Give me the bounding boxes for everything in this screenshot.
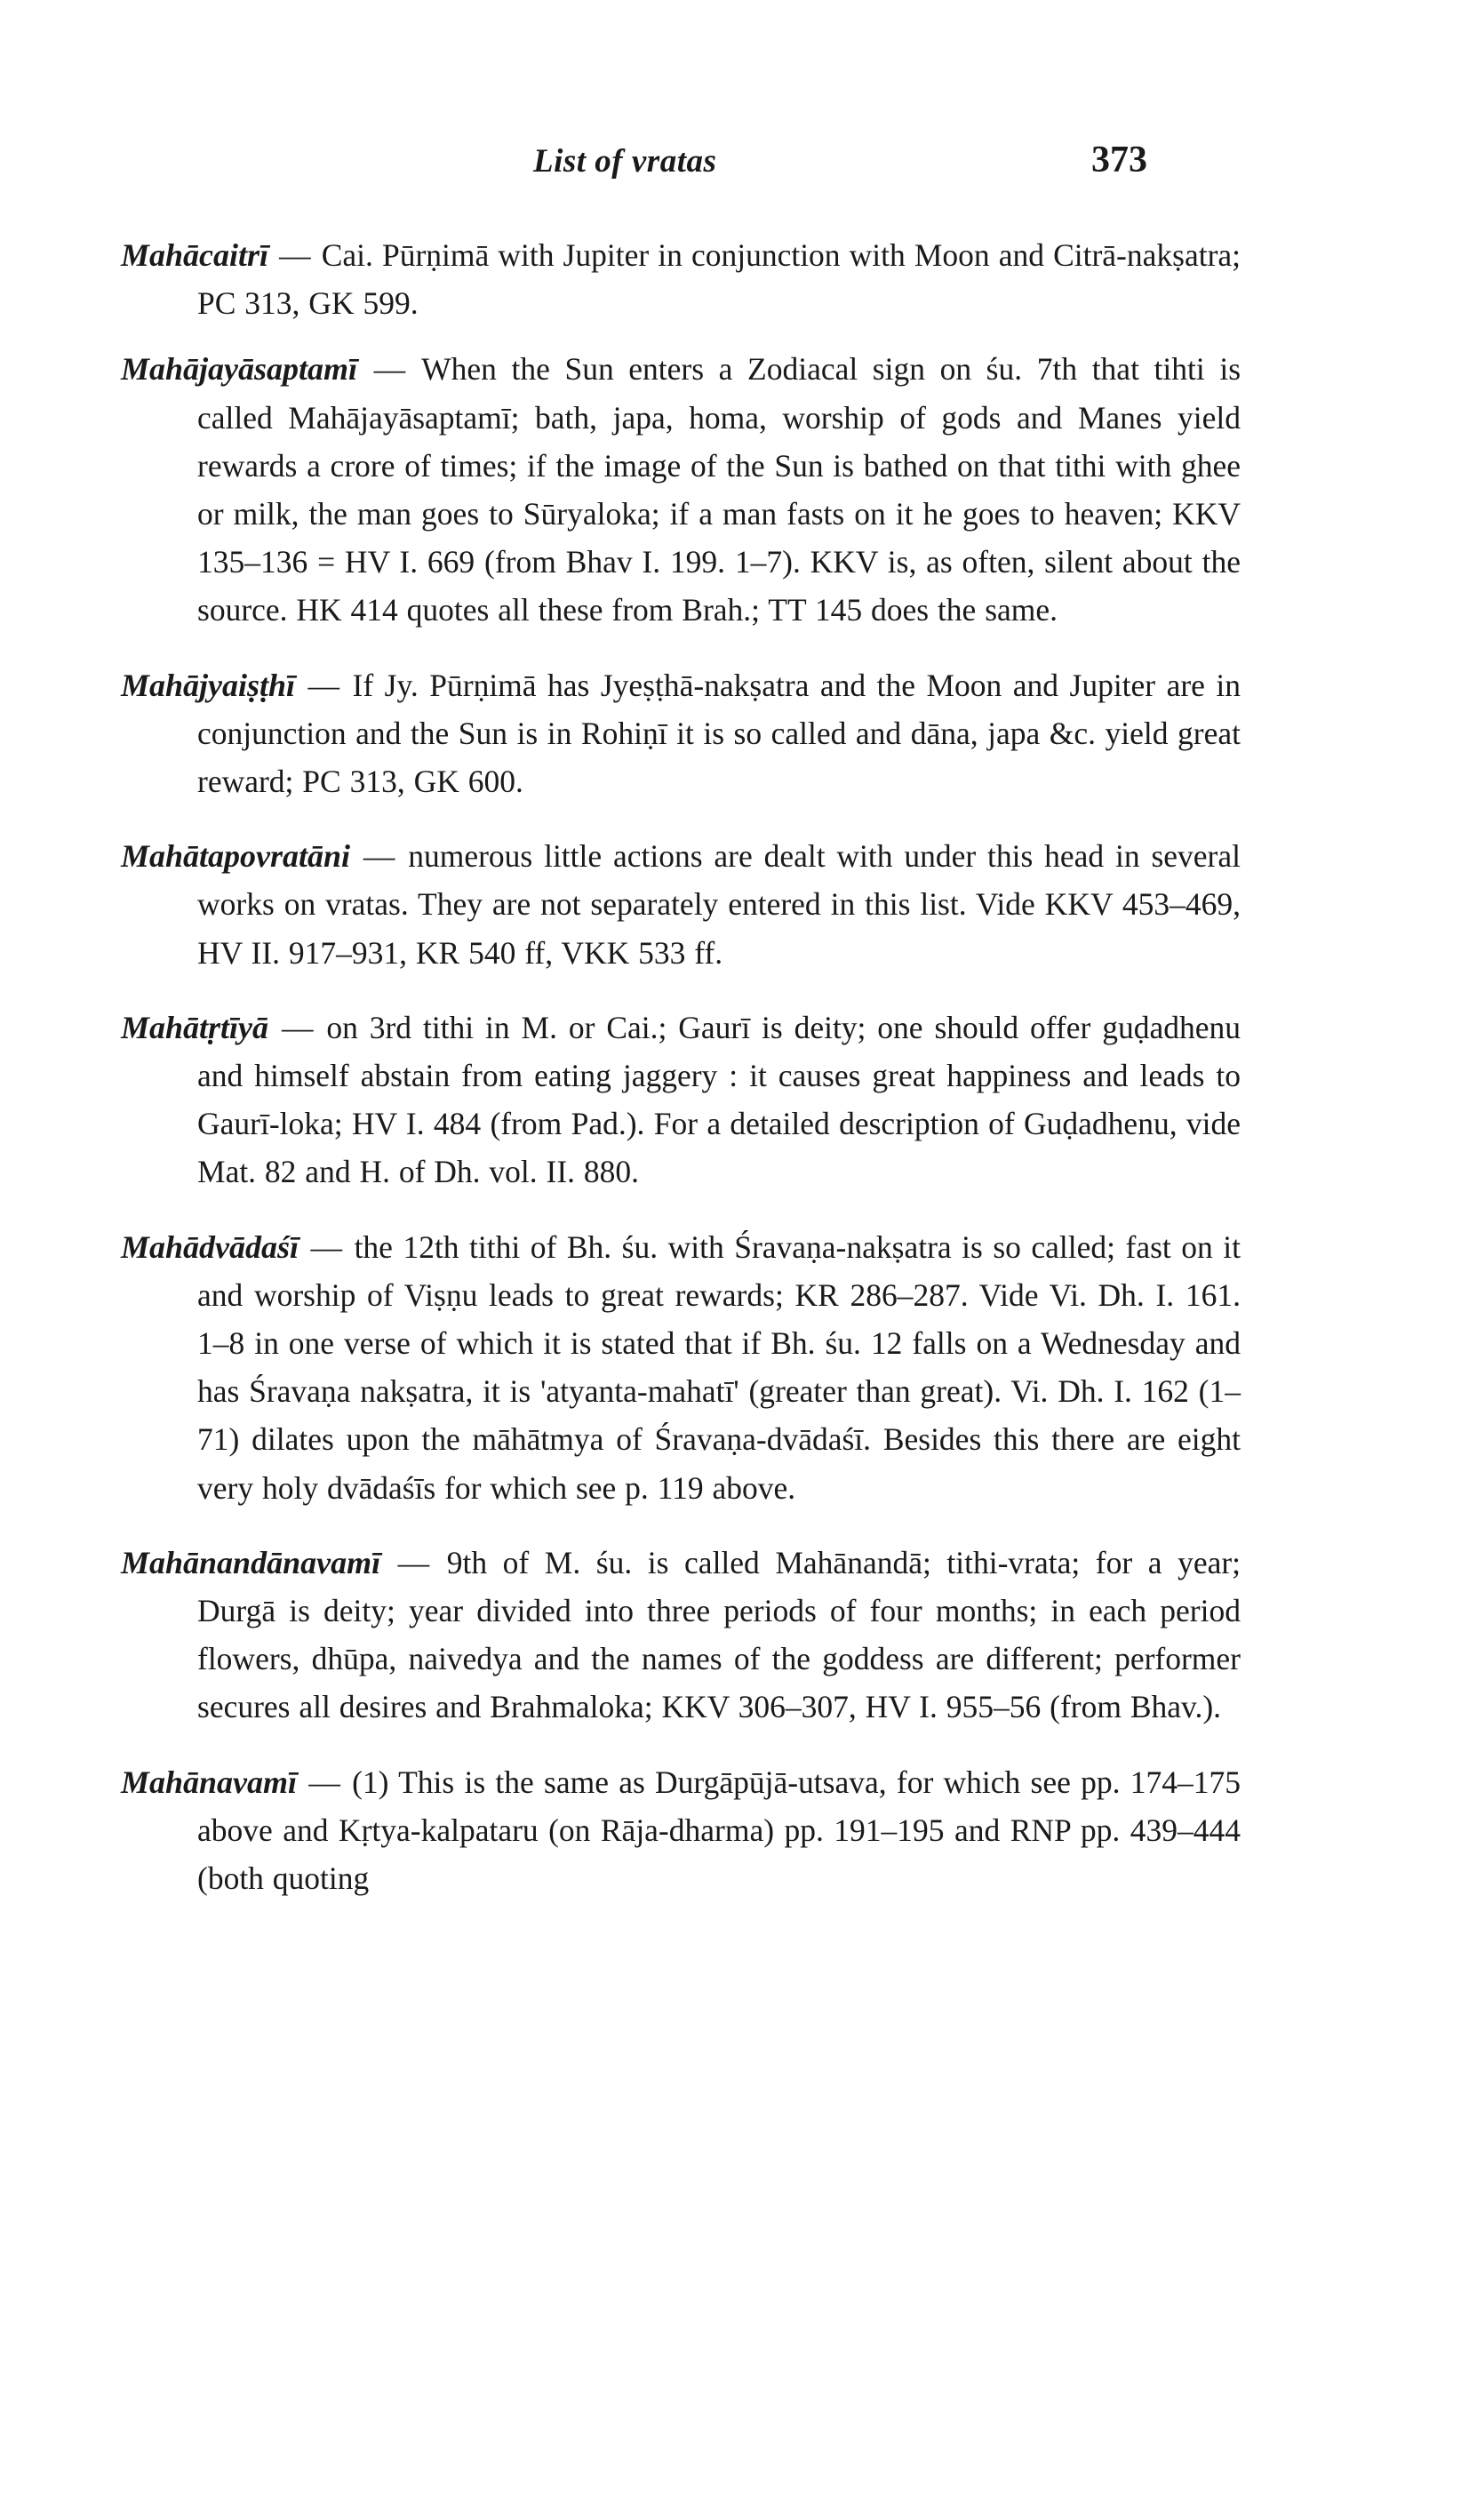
entry-text: on 3rd tithi in M. or Cai.; Gaurī is deity; one should offer guḍadhenu and himself abstain from eating jaggery : it causes great happiness and leads to Gaurī-loka; HV I. 484 (from Pad.). For a detailed description of Guḍadhenu, vide Mat. 82 and H. of Dh. vol. II. 880. xyxy=(197,1009,1241,1190)
entry-mahajayasaptami xyxy=(121,345,1241,634)
entry-mahanavami xyxy=(121,1758,1241,1903)
entry-mahadvadasi xyxy=(121,1223,1241,1512)
entry-headword: Mahātṛtīyā xyxy=(121,1009,269,1045)
em-dash: — xyxy=(373,351,406,388)
entry-headword: Mahājayāsaptamī xyxy=(121,351,358,388)
entry-text: If Jy. Pūrṇimā has Jyeṣṭhā-nakṣatra and the Moon and Jupiter are in conjunction and the Sun is in Rohiṇī it is so called and dāna, japa &c. yield great reward; PC 313, GK 600. xyxy=(197,667,1241,800)
entry-mahacaitri xyxy=(121,231,1241,327)
entry-mahanandanavami xyxy=(121,1539,1241,1732)
entry-text: numerous little actions are dealt with under this head in several works on vratas. They are not separately entered in this list. Vide KKV 453–469, HV II. 917–931, KR 540 ff, VKK 533 ff. xyxy=(197,838,1241,971)
em-dash: — xyxy=(281,1009,314,1045)
entry-headword: Mahādvādaśī xyxy=(121,1228,299,1265)
entry-headword: Mahājyaiṣṭhī xyxy=(121,667,296,703)
entry-mahatapovratani xyxy=(121,832,1241,977)
em-dash: — xyxy=(363,838,395,875)
entry-list xyxy=(121,231,1241,1902)
entry-text: (1) This is the same as Durgāpūjā-utsava, for which see pp. 174–175 above and Kṛtya-kalpataru (on Rāja-dharma) pp. 191–195 and RNP pp. 439–444 (both quoting xyxy=(197,1764,1241,1897)
entry-text: 9th of M. śu. is called Mahānandā; tithi-vrata; for a year; Durgā is deity; year divided into three periods of four months; in each period flowers, dhūpa, naivedya and the names of the goddess are different; performer secures all desires and Brahmaloka; KKV 306–307, HV I. 955–56 (from Bhav.). xyxy=(197,1544,1241,1725)
entry-headword: Mahācaitrī xyxy=(121,237,269,273)
entry-mahatrtiya xyxy=(121,1004,1241,1196)
entry-text: the 12th tithi of Bh. śu. with Śravaṇa-nakṣatra is so called; fast on it and worship of Viṣṇu leads to great rewards; KR 286–287. Vide Vi. Dh. I. 161. 1–8 in one verse of which it is stated that if Bh. śu. 12 falls on a Wednesday and has Śravaṇa nakṣatra, it is 'atyanta-mahatī' (greater than great). Vi. Dh. I. 162 (1–71) dilates upon the māhātmya of Śravaṇa-dvādaśī. Besides this there are eight very holy dvādaśīs for which see p. 119 above. xyxy=(197,1228,1241,1506)
entry-text: Cai. Pūrṇimā with Jupiter in conjunction with Moon and Citrā-nakṣatra; PC 313, GK 599. xyxy=(197,237,1241,322)
entry-headword: Mahānavamī xyxy=(121,1764,298,1800)
running-head xyxy=(0,142,1469,196)
em-dash: — xyxy=(307,667,340,703)
em-dash: — xyxy=(397,1544,430,1580)
em-dash: — xyxy=(279,237,311,273)
entry-headword: Mahānandānavamī xyxy=(121,1544,381,1580)
em-dash: — xyxy=(310,1228,343,1265)
page-number: 373 xyxy=(1091,140,1147,180)
running-title: List of vratas xyxy=(533,143,717,180)
em-dash: — xyxy=(308,1764,340,1800)
entry-text: When the Sun enters a Zodiacal sign on śu. 7th that tihti is called Mahājayāsaptamī; bath, japa, homa, worship of gods and Manes yield rewards a crore of times; if the image of the Sun is bathed on that tithi with ghee or milk, the man goes to Sūryaloka; if a man fasts on it he goes to heaven; KKV 135–136 = HV I. 669 (from Bhav I. 199. 1–7). KKV is, as often, silent about the source. HK 414 quotes all these from Brah.; TT 145 does the same. xyxy=(197,351,1241,628)
entry-mahajyaisthi xyxy=(121,661,1241,806)
entry-headword: Mahātapovratāni xyxy=(121,838,351,875)
